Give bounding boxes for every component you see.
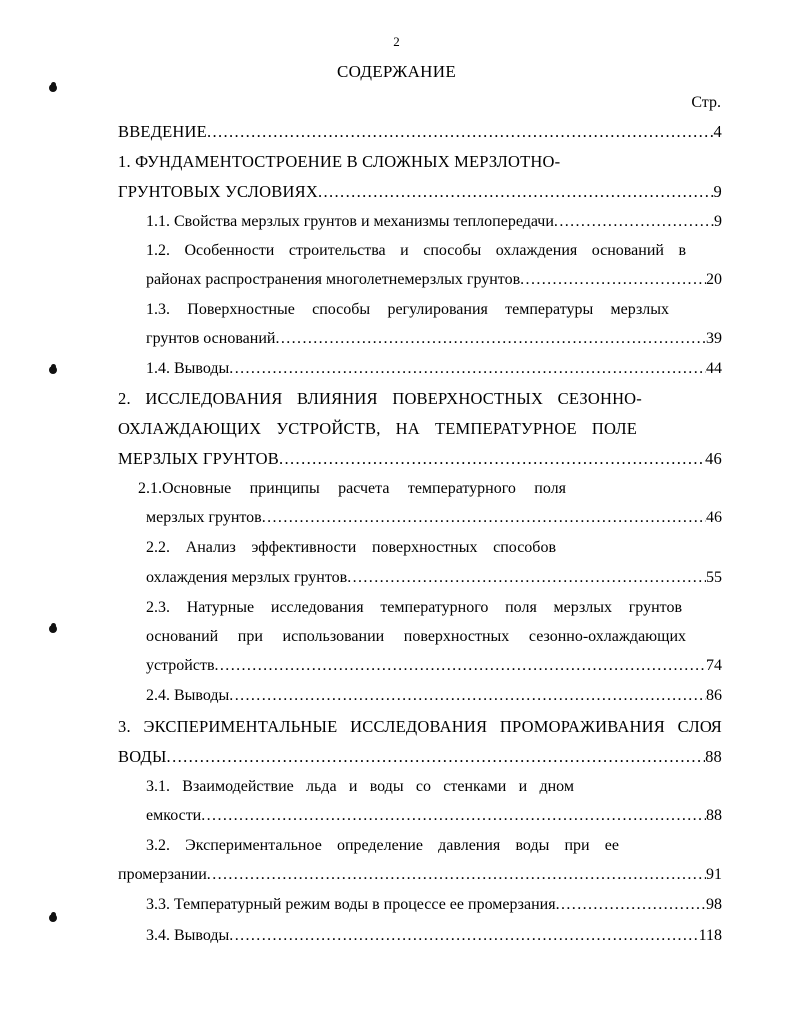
toc-leader-dots bbox=[279, 448, 705, 470]
toc-entry-text: МЕРЗЛЫХ ГРУНТОВ bbox=[118, 449, 279, 468]
toc-page-number: 74 bbox=[706, 657, 722, 674]
toc-section-3-2-line-1: 3.2. Экспериментальное определение давления воды при ее bbox=[146, 837, 619, 854]
toc-entry-text: мерзлых грунтов bbox=[146, 509, 262, 526]
toc-chapter-1-line-1: 1. ФУНДАМЕНТОСТРОЕНИЕ В СЛОЖНЫХ МЕРЗЛОТНО- bbox=[118, 152, 561, 171]
toc-leader-dots bbox=[207, 864, 706, 886]
toc-entry-text: грунтов оснований bbox=[146, 330, 276, 347]
toc-section-2-2-line-1: 2.2. Анализ эффективности поверхностных способов bbox=[146, 539, 556, 556]
toc-section-3-3 bbox=[146, 894, 722, 916]
toc-page-number: 98 bbox=[706, 896, 722, 913]
toc-chapter-3 bbox=[118, 746, 722, 768]
scan-speck bbox=[49, 625, 57, 633]
toc-section-2-4 bbox=[146, 685, 722, 707]
toc-section-3-1-line-1: 3.1. Взаимодействие льда и воды со стенками и дном bbox=[146, 778, 574, 795]
toc-page-number: 91 bbox=[706, 866, 722, 883]
toc-section-2-2 bbox=[146, 567, 722, 589]
toc-section-2-1-line-1: 2.1.Основные принципы расчета температурного поля bbox=[138, 480, 566, 497]
toc-leader-dots bbox=[207, 121, 714, 143]
toc-section-1-3-line-1: 1.3. Поверхностные способы регулирования температуры мерзлых bbox=[146, 301, 669, 318]
toc-leader-dots bbox=[262, 507, 706, 529]
toc-entry-text: 1.4. Выводы bbox=[146, 360, 230, 377]
toc-leader-dots bbox=[215, 655, 707, 677]
toc-chapter-1 bbox=[118, 181, 722, 203]
toc-entry-text: 3.3. Температурный режим воды в процессе ее промерзания bbox=[146, 896, 556, 913]
toc-section-1-2-line-1: 1.2. Особенности строительства и способы охлаждения оснований в bbox=[146, 242, 686, 259]
toc-section-2-1 bbox=[146, 507, 722, 529]
toc-section-1-1 bbox=[146, 211, 722, 233]
toc-entry-text: 1.1. Свойства мерзлых грунтов и механизмы теплопередачи bbox=[146, 213, 554, 230]
toc-entry-text: промерзании bbox=[118, 866, 207, 883]
toc-page-number: 4 bbox=[713, 122, 722, 141]
toc-section-3-1 bbox=[146, 805, 722, 827]
toc-chapter-3-line-1: 3. ЭКСПЕРИМЕНТАЛЬНЫЕ ИССЛЕДОВАНИЯ ПРОМОРАЖИВАНИЯ СЛОЯ bbox=[118, 717, 722, 736]
toc-entry-text: 2.4. Выводы bbox=[146, 687, 230, 704]
toc-section-2-3-line-2: оснований при использовании поверхностных сезонно-охлаждающих bbox=[146, 628, 686, 645]
toc-page-number: 86 bbox=[706, 687, 722, 704]
toc-leader-dots bbox=[167, 746, 706, 768]
toc-leader-dots bbox=[229, 685, 706, 707]
toc-entry-text: районах распространения многолетнемерзлых грунтов bbox=[146, 271, 521, 288]
toc-entry-text: ВВЕДЕНИЕ bbox=[118, 122, 207, 141]
toc-page-number: 118 bbox=[698, 927, 722, 944]
toc-page-number: 20 bbox=[706, 271, 722, 288]
toc-entry-text: ГРУНТОВЫХ УСЛОВИЯХ bbox=[118, 182, 318, 201]
toc-leader-dots bbox=[556, 894, 706, 916]
toc-leader-dots bbox=[229, 925, 698, 947]
toc-leader-dots bbox=[554, 211, 714, 233]
toc-section-1-2 bbox=[146, 269, 722, 291]
toc-page-number: 44 bbox=[706, 360, 722, 377]
toc-section-2-3 bbox=[146, 655, 722, 677]
scan-speck bbox=[49, 84, 57, 92]
toc-leader-dots bbox=[229, 358, 706, 380]
toc-page-number: 39 bbox=[706, 330, 722, 347]
toc-page-number: 46 bbox=[705, 449, 722, 468]
page-column-label: Стр. bbox=[691, 94, 721, 111]
toc-entry-text: ВОДЫ bbox=[118, 747, 167, 766]
page-title: СОДЕРЖАНИЕ bbox=[336, 62, 457, 81]
toc-page-number: 88 bbox=[705, 747, 722, 766]
toc-entry-text: охлаждения мерзлых грунтов bbox=[146, 569, 348, 586]
toc-chapter-2-line-1: 2. ИССЛЕДОВАНИЯ ВЛИЯНИЯ ПОВЕРХНОСТНЫХ СЕЗОННО- bbox=[118, 389, 642, 408]
toc-page-number: 46 bbox=[706, 509, 722, 526]
toc-leader-dots bbox=[275, 328, 706, 350]
toc-leader-dots bbox=[318, 181, 714, 203]
toc-section-3-4 bbox=[146, 925, 722, 947]
toc-entry-intro bbox=[118, 121, 722, 143]
toc-section-3-2 bbox=[118, 864, 722, 886]
toc-leader-dots bbox=[520, 269, 706, 291]
page-number: 2 bbox=[393, 34, 400, 49]
scan-speck bbox=[49, 914, 57, 922]
scan-speck bbox=[49, 366, 57, 374]
toc-chapter-2 bbox=[118, 448, 722, 470]
toc-entry-text: 3.4. Выводы bbox=[146, 927, 230, 944]
toc-page-number: 55 bbox=[706, 569, 722, 586]
toc-section-2-3-line-1: 2.3. Натурные исследования температурного поля мерзлых грунтов bbox=[146, 599, 682, 616]
toc-page-number: 9 bbox=[713, 182, 722, 201]
toc-section-1-3 bbox=[146, 328, 722, 350]
toc-section-1-4 bbox=[146, 358, 722, 380]
toc-page-number: 9 bbox=[714, 213, 722, 230]
toc-page-number: 88 bbox=[706, 807, 722, 824]
toc-chapter-2-line-2: ОХЛАЖДАЮЩИХ УСТРОЙСТВ, НА ТЕМПЕРАТУРНОЕ ПОЛЕ bbox=[118, 419, 637, 438]
toc-leader-dots bbox=[201, 805, 706, 827]
toc-leader-dots bbox=[347, 567, 706, 589]
toc-entry-text: емкости bbox=[146, 807, 202, 824]
toc-entry-text: устройств bbox=[146, 657, 215, 674]
